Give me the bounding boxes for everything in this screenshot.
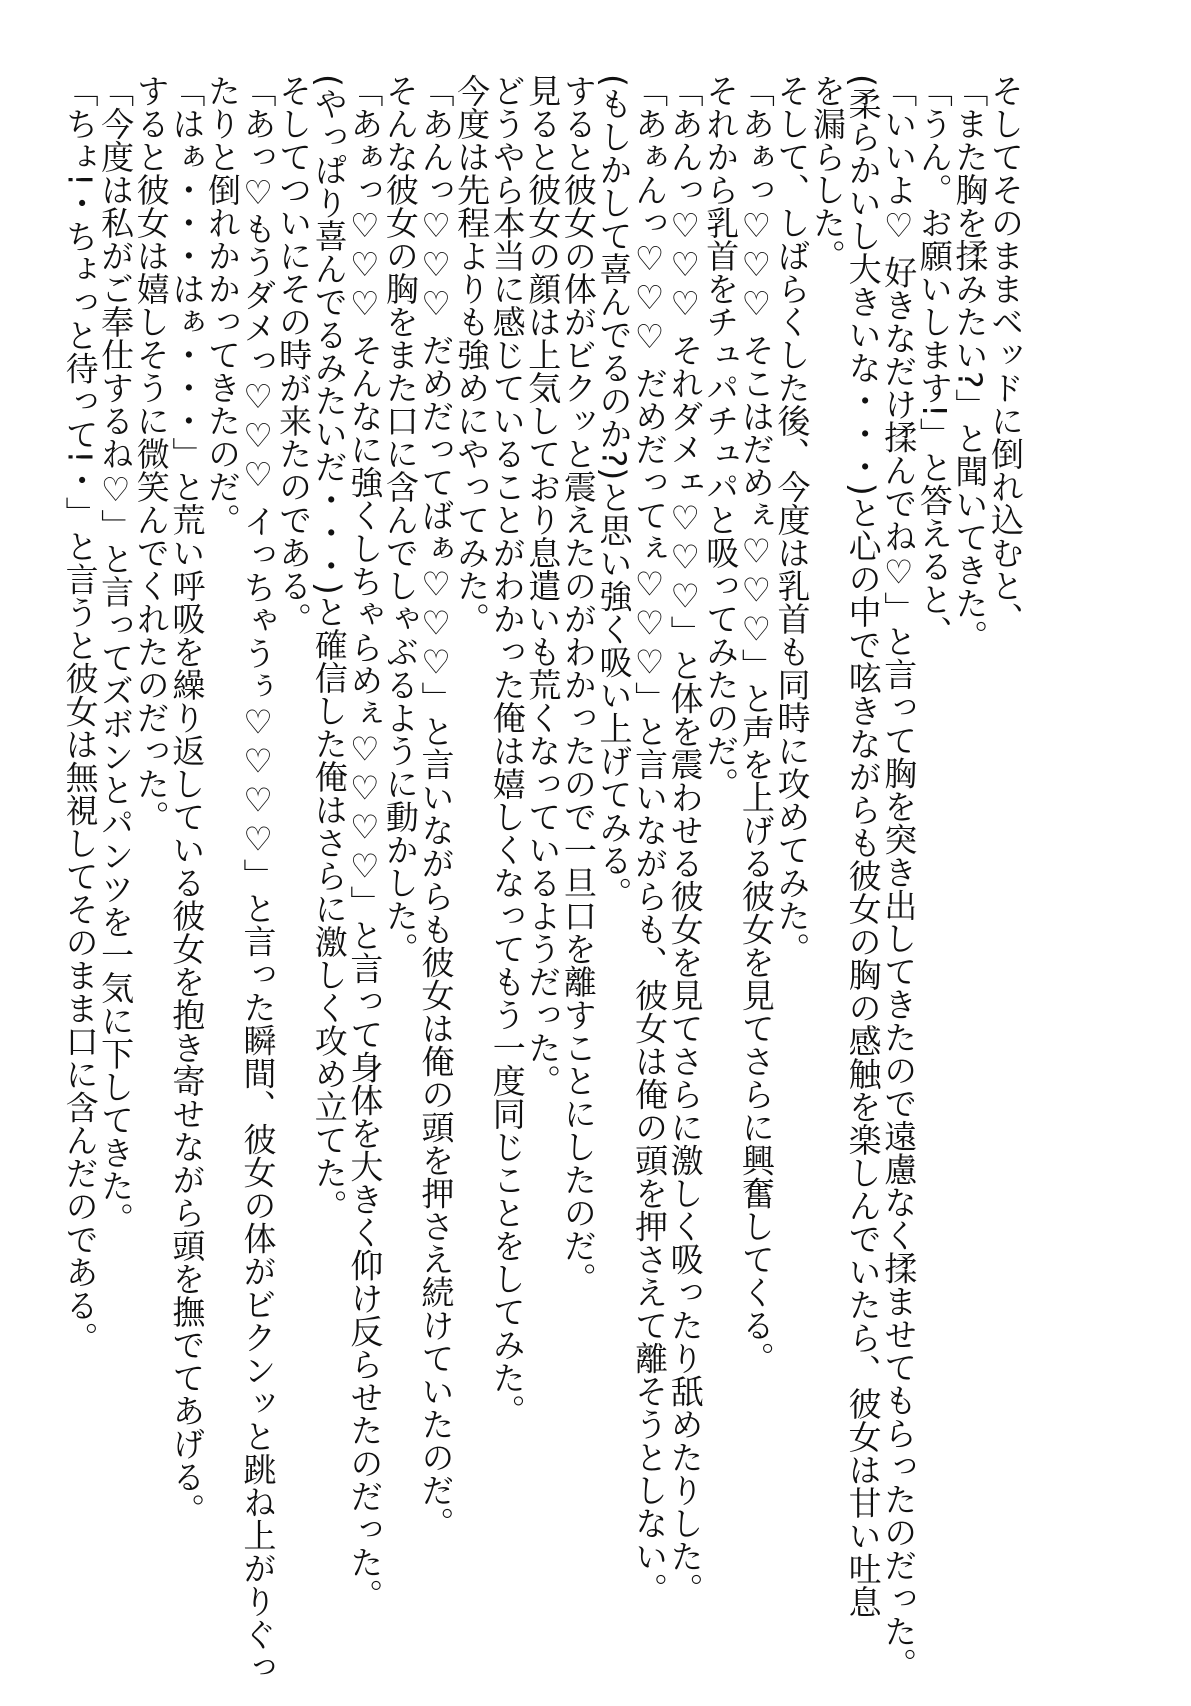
text-line: 「あんっ♡♡♡ だめだってばぁ♡♡♡」と言いながらも彼女は俺の頭を押さえ続けていたのだ。 [416, 74, 456, 1540]
text-line: そんな彼女の胸をまた口に含んでしゃぶるように動かした。 [380, 74, 420, 965]
text-line: 「ちょ!・ちょっと待って!・」と言うと彼女は無視してそのまま口に含んだのである。 [60, 74, 100, 1355]
text-line: を漏らした。 [808, 74, 848, 272]
text-line: そしてついにその時が来たのである。 [274, 74, 314, 635]
text-line: 「今度は私がご奉仕するね♡」と言ってズボンとパンツを一気に下してきた。 [96, 74, 136, 1235]
text-line: 「いいよ♡ 好きなだけ揉んでね♡」と言って胸を突き出してきたので遠慮なく揉ませてもらったのだった。 [879, 74, 919, 1681]
text-line: それから乳首をチュパチュパと吸ってみたのだ。 [701, 74, 741, 800]
text-line: 「あっ♡もうダメっ♡♡♡ イっちゃうぅ♡♡♡♡」と言った瞬間、彼女の体がビクンッと跳ね上がりぐっ [238, 74, 278, 1684]
text-line: すると彼女は嬉しそうに微笑んでくれたのだった。 [131, 74, 171, 833]
text-line: (やっぱり喜んでるみたいだ・・・)と確信した俺はさらに激しく攻め立てた。 [309, 74, 349, 1222]
text-line: 「あぁんっ♡♡♡ だめだってぇ♡♡♡」と言いながらも、彼女は俺の頭を押さえて離そうとしない。 [630, 74, 670, 1606]
text-line: 「うん。お願いします!」と答えると、 [914, 74, 954, 649]
text-line: 「はぁ・・・はぁ・・・」と荒い呼吸を繰り返している彼女を抱き寄せながら頭を撫でてあげる。 [167, 74, 207, 1526]
text-line: 今度は先程よりも強めにやってみた。 [452, 74, 492, 635]
text-line: 「あぁっ♡♡♡ そんなに強くしちゃらめぇ♡♡♡♡」と言って身体を大きく仰け反らせたのだった。 [345, 74, 385, 1612]
text-line: すると彼女の体がビクッと震えたのがわかったので一旦口を離すことにしたのだ。 [558, 74, 598, 1295]
text-line: 見ると彼女の顔は上気しており息遣いも荒くなっているようだった。 [523, 74, 563, 1097]
vertical-text-page [60, 74, 1025, 1684]
text-line: 「また胸を揉みたい?」と聞いてきた。 [950, 74, 990, 653]
text-line: 「あんっ♡♡♡ それダメェ♡♡♡」と体を震わせる彼女を見てさらに激しく吸ったり舐めたりした。 [665, 74, 705, 1606]
text-line: 「あぁっ♡♡♡ そこはだめぇ♡♡♡」と声を上げる彼女を見てさらに興奮してくる。 [736, 74, 776, 1375]
text-line: (もしかして喜んでるのか?)と思い強く吸い上げてみる。 [594, 74, 634, 910]
text-line: そして、しばらくした後、今度は乳首も同時に攻めてみた。 [772, 74, 812, 965]
text-line: そしてそのままベッドに倒れ込むと、 [986, 74, 1025, 635]
text-line: たりと倒れかかってきたのだ。 [202, 74, 242, 536]
text-line: (柔らかいし大きいな・・・)と心の中で呟きながらも彼女の胸の感触を楽しんでいたら、彼女は甘い吐息 [843, 74, 883, 1618]
text-line: どうやら本当に感じていることがわかった俺は嬉しくなってもう一度同じことをしてみた。 [487, 74, 527, 1427]
